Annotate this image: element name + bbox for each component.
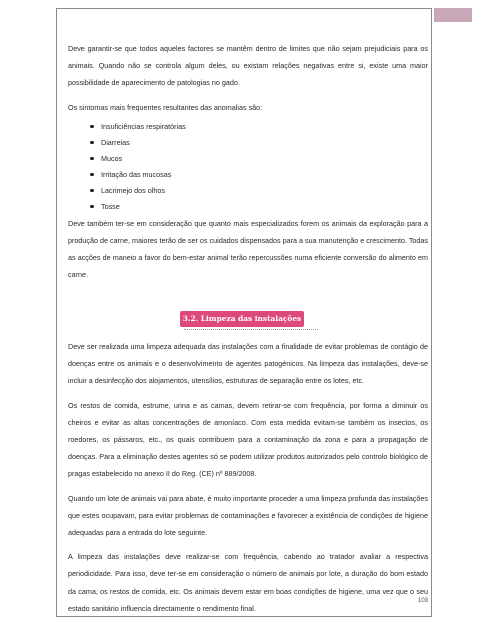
- page-number: 103: [418, 598, 429, 604]
- list-item: Tosse: [90, 199, 428, 215]
- list-item: Insuficiências respiratórias: [90, 119, 428, 135]
- list-item: Diarreias: [90, 135, 428, 151]
- cleaning-paragraph-2: Os restos de comida, estrume, urina e as camas, devem retirar-se com frequência, por forma a diminuir os cheiros e evitar as altas concentrações de amoníaco. Com esta medida evitam-se também os insectos, os roedores, os pássaros, etc., os quais contribuem para a contaminação da zona e para a propagação de doenças. Para a eliminação destes agentes só se podem utilizar produtos autorizados pelo controlo biológico de pragas estabelecido no anexo II do Reg. (CE) nº 889/2008.: [68, 400, 428, 479]
- section-title: 3.2. Limpeza das instalações: [180, 311, 304, 327]
- cleaning-paragraph-1: Deve ser realizada uma limpeza adequada das instalações com a finalidade de evitar problemas de contágio de doenças entre os animais e o desenvolvimento de agentes patogénicos. Na limpeza das instalações, deve-se incluir a desinfecção dos alojamentos, utensílios, estruturas de separação entre os lotes, etc.: [68, 342, 428, 386]
- list-item: Mucos: [90, 151, 428, 167]
- symptoms-lead: Os sintomas mais frequentes resultantes das anomalias são:: [68, 102, 263, 112]
- list-item: Lacrimejo dos olhos: [90, 183, 428, 199]
- cleaning-paragraph-4: A limpeza das instalações deve realizar-se com frequência, cabendo ao tratador avaliar a respectiva periodicidade. Para isso, deve ter-se em consideração o número de animais por lote, a duração do bom estado da cama, os restos de comida, etc. Os animais devem estar em boas condições de higiene, uma vez que o seu estado sanitário influencia directamente o rendimento final.: [68, 552, 428, 613]
- section-body: [68, 338, 428, 617]
- list-item: Irritação das mucosas: [90, 167, 428, 183]
- cleaning-paragraph-3: Quando um lote de animais vai para abate, é muito importante proceder a uma limpeza profunda das instalações que estes ocupavam, para evitar problemas de contaminações e favorecer a existência de condições de higiene adequadas para a entrada do lote seguinte.: [68, 493, 428, 538]
- symptom-list: [68, 119, 428, 215]
- section-divider: [184, 327, 318, 330]
- intro-paragraph: Deve garantir-se que todos aqueles factores se mantêm dentro de limites que não sejam prejudiciais para os animais. Quando não se controla algum deles, ou existam relações negativas entre si, existe uma maior possibilidade de aparecimento de patologias no gado.: [68, 44, 428, 88]
- page-body: [68, 40, 428, 284]
- corner-tab: [434, 8, 472, 22]
- care-paragraph: Deve também ter-se em consideração que quanto mais especializados forem os animais da exploração para a produção de carne, maiores terão de ser os cuidados dispensados para a sua manutenção e crescimento. Todas as acções de maneio a favor do bem-estar animal terão repercussões numa eficiente conversão do alimento em carne.: [68, 218, 428, 280]
